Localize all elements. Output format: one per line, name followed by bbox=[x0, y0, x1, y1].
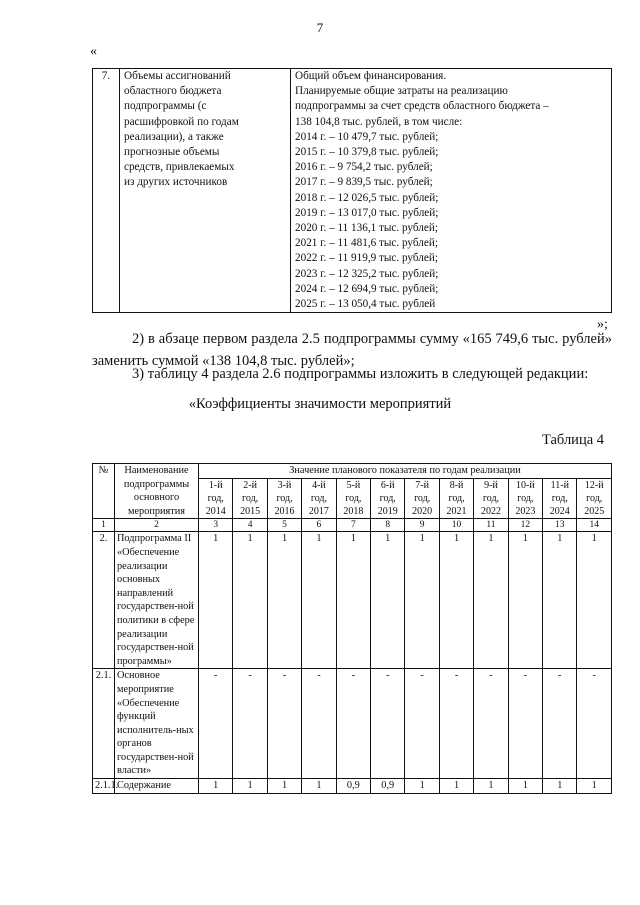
year-header-year: 2023 bbox=[515, 505, 536, 517]
year-header-label: год, bbox=[379, 492, 396, 504]
value-cell: 1 bbox=[267, 532, 301, 669]
year-header-cell bbox=[371, 478, 405, 519]
value-line: 2017 г. – 9 839,5 тыс. рублей; bbox=[295, 176, 433, 189]
column-number-cell: 12 bbox=[508, 519, 542, 532]
year-header-year: 2016 bbox=[274, 505, 295, 517]
year-header-ordinal: 1-й bbox=[208, 479, 223, 491]
passport-row-number: 7. bbox=[93, 69, 120, 313]
row-name-cell: Содержание bbox=[115, 779, 199, 794]
column-number-cell: 14 bbox=[577, 519, 612, 532]
year-header-year: 2015 bbox=[240, 505, 261, 517]
value-cell: - bbox=[474, 669, 508, 779]
column-number-cell: 3 bbox=[199, 519, 233, 532]
year-header-ordinal: 6-й bbox=[380, 479, 395, 491]
value-cell: 1 bbox=[439, 532, 473, 669]
year-header-label: год, bbox=[482, 492, 500, 504]
year-header-label: год, bbox=[414, 492, 431, 504]
header-years-group: Значение планового показателя по годам реализации bbox=[199, 464, 612, 479]
value-line: 138 104,8 тыс. рублей, в том числе: bbox=[295, 115, 463, 128]
value-line: 2023 г. – 12 325,2 тыс. рублей; bbox=[295, 267, 439, 280]
year-header-ordinal: 10-й bbox=[516, 479, 535, 491]
value-cell: 1 bbox=[199, 532, 233, 669]
value-cell: - bbox=[508, 669, 542, 779]
value-cell: 1 bbox=[302, 532, 336, 669]
table-row bbox=[93, 779, 612, 794]
label-line: подпрограммы (с bbox=[124, 100, 207, 113]
year-header-cell bbox=[302, 478, 336, 519]
year-header-label: год, bbox=[242, 492, 259, 504]
column-number-cell: 13 bbox=[543, 519, 577, 532]
header-row bbox=[93, 464, 612, 479]
column-number-cell: 7 bbox=[336, 519, 370, 532]
value-cell: 1 bbox=[302, 779, 336, 794]
column-number-cell: 5 bbox=[267, 519, 301, 532]
column-number-cell: 4 bbox=[233, 519, 267, 532]
year-header-cell bbox=[199, 478, 233, 519]
value-cell: - bbox=[543, 669, 577, 779]
value-line: подпрограммы за счет средств областного бюджета – bbox=[295, 100, 549, 113]
year-header-ordinal: 8-й bbox=[449, 479, 464, 491]
label-line: Объемы ассигнований bbox=[124, 70, 231, 82]
year-header-cell bbox=[508, 478, 542, 519]
year-header-year: 2014 bbox=[205, 505, 226, 517]
row-name-cell: Основное мероприятие «Обеспечение функций исполнитель-ных органов государствен-ной власти» bbox=[115, 669, 199, 779]
year-header-label: год, bbox=[551, 492, 568, 504]
year-header-year: 2017 bbox=[308, 505, 329, 517]
value-line: Общий объем финансирования. bbox=[295, 70, 447, 82]
table-row bbox=[93, 532, 612, 669]
year-header-year: 2021 bbox=[446, 505, 467, 517]
value-line: 2014 г. – 10 479,7 тыс. рублей; bbox=[295, 130, 439, 143]
year-header-ordinal: 4-й bbox=[312, 479, 326, 491]
label-line: расшифровкой по годам bbox=[124, 115, 239, 128]
value-cell: 1 bbox=[508, 532, 542, 669]
column-numbers-row bbox=[93, 519, 612, 532]
year-header-ordinal: 2-й bbox=[243, 479, 257, 491]
value-cell: - bbox=[336, 669, 370, 779]
value-cell: - bbox=[302, 669, 336, 779]
column-number-cell: 8 bbox=[371, 519, 405, 532]
year-header-label: год, bbox=[276, 492, 293, 504]
passport-table bbox=[92, 68, 612, 313]
label-line: прогнозные объемы bbox=[124, 146, 220, 159]
value-cell: 1 bbox=[577, 532, 612, 669]
year-header-cell bbox=[336, 478, 370, 519]
value-cell: 0,9 bbox=[371, 779, 405, 794]
year-header-ordinal: 5-й bbox=[346, 479, 361, 491]
value-cell: - bbox=[199, 669, 233, 779]
value-line: 2022 г. – 11 919,9 тыс. рублей; bbox=[295, 252, 438, 265]
row-number-cell: 2.1. bbox=[93, 669, 115, 779]
value-line: 2020 г. – 11 136,1 тыс. рублей; bbox=[295, 222, 438, 235]
year-header-year: 2022 bbox=[480, 505, 501, 517]
year-header-year: 2018 bbox=[343, 505, 364, 517]
passport-row-value bbox=[291, 69, 612, 313]
year-header-cell bbox=[405, 478, 439, 519]
value-cell: - bbox=[405, 669, 439, 779]
value-cell: 1 bbox=[405, 779, 439, 794]
year-header-year: 2025 bbox=[584, 505, 605, 517]
table-row bbox=[93, 669, 612, 779]
year-header-cell bbox=[439, 478, 473, 519]
year-header-cell bbox=[267, 478, 301, 519]
section-heading: «Коэффициенты значимости мероприятий bbox=[188, 396, 452, 412]
table-caption: Таблица 4 bbox=[542, 432, 605, 448]
column-number-cell: 2 bbox=[115, 519, 199, 532]
value-cell: 1 bbox=[405, 532, 439, 669]
label-line: средств, привлекаемых bbox=[124, 161, 235, 174]
column-number-cell: 10 bbox=[439, 519, 473, 532]
year-header-year: 2020 bbox=[412, 505, 433, 517]
label-line: областного бюджета bbox=[124, 85, 222, 98]
value-cell: 1 bbox=[267, 779, 301, 794]
value-cell: 0,9 bbox=[336, 779, 370, 794]
value-cell: - bbox=[577, 669, 612, 779]
value-cell: - bbox=[267, 669, 301, 779]
paragraph-3: 3) таблицу 4 раздела 2.6 подпрограммы изложить в следующей редакции: bbox=[132, 366, 589, 382]
value-cell: 1 bbox=[233, 779, 267, 794]
column-number-cell: 6 bbox=[302, 519, 336, 532]
value-line: 2025 г. – 13 050,4 тыс. рублей bbox=[295, 298, 436, 311]
label-line: из других источников bbox=[124, 176, 228, 189]
passport-row bbox=[93, 69, 612, 313]
value-cell: 1 bbox=[508, 779, 542, 794]
header-number: № bbox=[93, 464, 115, 519]
label-line: реализации), а также bbox=[124, 130, 224, 143]
year-header-ordinal: 7-й bbox=[415, 479, 429, 491]
year-header-cell bbox=[543, 478, 577, 519]
value-line: 2024 г. – 12 694,9 тыс. рублей; bbox=[295, 282, 439, 295]
year-header-ordinal: 9-й bbox=[484, 479, 498, 491]
value-cell: 1 bbox=[474, 779, 508, 794]
passport-row-label bbox=[120, 69, 291, 313]
year-header-cell bbox=[474, 478, 508, 519]
value-line: Планируемые общие затраты на реализацию bbox=[295, 85, 508, 98]
year-header-label: год, bbox=[310, 492, 327, 504]
header-name: Наименование подпрограммы основного мероприятия bbox=[115, 464, 199, 519]
value-cell: 1 bbox=[439, 779, 473, 794]
paragraph-2: 2) в абзаце первом раздела 2.5 подпрограммы сумму «165 749,6 тыс. рублей» заменить суммой «138 104,8 тыс. рублей»; bbox=[92, 331, 612, 369]
year-header-ordinal: 12-й bbox=[584, 479, 604, 491]
closing-quote: »; bbox=[597, 317, 608, 332]
value-cell: - bbox=[371, 669, 405, 779]
value-line: 2015 г. – 10 379,8 тыс. рублей; bbox=[295, 146, 439, 159]
value-line: 2021 г. – 11 481,6 тыс. рублей; bbox=[295, 237, 438, 250]
row-name-cell: Подпрограмма II «Обеспечение реализации основных направлений государствен-ной политики в сфере реализации государствен-ной программы» bbox=[115, 532, 199, 669]
value-line: 2016 г. – 9 754,2 тыс. рублей; bbox=[295, 161, 433, 174]
row-number-cell: 2. bbox=[93, 532, 115, 669]
year-header-ordinal: 11-й bbox=[550, 479, 569, 491]
value-cell: 1 bbox=[543, 532, 577, 669]
year-header-label: год, bbox=[207, 492, 224, 504]
column-number-cell: 9 bbox=[405, 519, 439, 532]
year-header-cell bbox=[233, 478, 267, 519]
column-number-cell: 1 bbox=[93, 519, 115, 532]
value-line: 2019 г. – 13 017,0 тыс. рублей; bbox=[295, 206, 439, 219]
value-cell: 1 bbox=[199, 779, 233, 794]
value-cell: - bbox=[233, 669, 267, 779]
year-header-cell bbox=[577, 478, 612, 519]
value-cell: 1 bbox=[577, 779, 612, 794]
column-number-cell: 11 bbox=[474, 519, 508, 532]
value-cell: 1 bbox=[336, 532, 370, 669]
value-line: 2018 г. – 12 026,5 тыс. рублей; bbox=[295, 191, 439, 204]
page-number: 7 bbox=[316, 20, 324, 35]
value-cell: 1 bbox=[474, 532, 508, 669]
year-header-label: год, bbox=[448, 492, 465, 504]
year-header-ordinal: 3-й bbox=[277, 479, 292, 491]
row-number-cell: 2.1.1. bbox=[93, 779, 115, 794]
year-header-label: год, bbox=[345, 492, 362, 504]
coefficients-table bbox=[92, 463, 612, 794]
year-header-label: год, bbox=[517, 492, 534, 504]
value-cell: 1 bbox=[233, 532, 267, 669]
year-header-year: 2019 bbox=[377, 505, 398, 517]
opening-quote: « bbox=[90, 44, 97, 59]
value-cell: 1 bbox=[371, 532, 405, 669]
year-header-year: 2024 bbox=[549, 505, 570, 517]
year-header-label: год, bbox=[586, 492, 603, 504]
value-cell: 1 bbox=[543, 779, 577, 794]
value-cell: - bbox=[439, 669, 473, 779]
